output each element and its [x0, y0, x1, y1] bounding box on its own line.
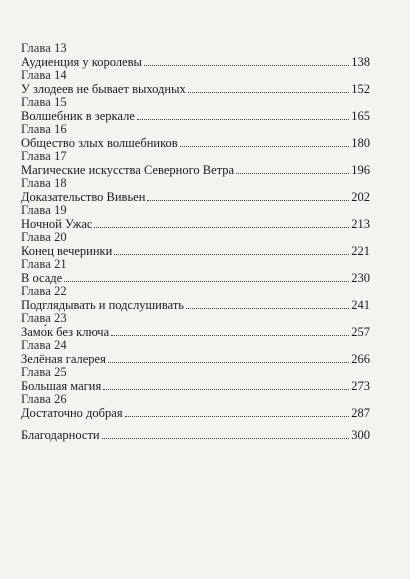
chapter-label: Глава 20 — [21, 230, 67, 244]
chapter-label: Глава 21 — [21, 257, 67, 271]
toc-line — [21, 136, 370, 150]
chapter-label: Глава 18 — [21, 176, 67, 190]
chapter-title: Магические искусства Северного Ветра — [21, 163, 235, 177]
toc-line — [21, 379, 370, 393]
chapter-title: Ночной Ужас — [21, 217, 93, 231]
page-number: 138 — [351, 55, 370, 69]
toc-line — [21, 271, 370, 285]
page-number: 202 — [351, 190, 370, 204]
chapter-label: Глава 26 — [21, 392, 67, 406]
acknowledgements-title: Благодарности — [21, 428, 100, 442]
page-number: 266 — [351, 352, 370, 366]
page-number: 196 — [351, 163, 370, 177]
dot-leader — [103, 389, 349, 390]
toc-entry-25 — [21, 366, 370, 393]
dot-leader — [186, 308, 349, 309]
toc-line — [21, 109, 370, 123]
toc-entry-15 — [21, 96, 370, 123]
toc-entry-19 — [21, 204, 370, 231]
page-number: 213 — [351, 217, 370, 231]
chapter-title: Зелёная галерея — [21, 352, 106, 366]
page-number: 180 — [351, 136, 370, 150]
chapter-title: Большая магия — [21, 379, 102, 393]
toc-line — [21, 325, 370, 339]
dot-leader — [111, 335, 349, 336]
toc-line — [21, 244, 370, 258]
dot-leader — [114, 254, 349, 255]
toc-entry-22 — [21, 285, 370, 312]
dot-leader — [125, 416, 350, 417]
chapter-label: Глава 13 — [21, 41, 67, 55]
toc-line — [21, 352, 370, 366]
chapter-title: У злодеев не бывает выходных — [21, 82, 186, 96]
chapter-title: Достаточно добрая — [21, 406, 123, 420]
toc-entry-26 — [21, 393, 370, 420]
dot-leader — [94, 227, 349, 228]
toc-line — [21, 217, 370, 231]
toc-entry-acknowledgements — [21, 428, 370, 455]
chapter-title: В осаде — [21, 271, 63, 285]
chapter-title: Замо́к без ключа — [21, 325, 110, 339]
chapter-label: Глава 16 — [21, 122, 67, 136]
chapter-label: Глава 15 — [21, 95, 67, 109]
chapter-title: Доказательство Вивьен — [21, 190, 146, 204]
toc-line — [21, 298, 370, 312]
chapter-title: Подглядывать и подслушивать — [21, 298, 184, 312]
dot-leader — [108, 362, 349, 363]
chapter-label: Глава 14 — [21, 68, 67, 82]
page-number: 257 — [351, 325, 370, 339]
page-number: 241 — [351, 298, 370, 312]
page-number: 152 — [351, 82, 370, 96]
page-number: 273 — [351, 379, 370, 393]
toc-entry-16 — [21, 123, 370, 150]
dot-leader — [236, 173, 349, 174]
dot-leader — [180, 146, 350, 147]
toc-line — [21, 55, 370, 69]
dot-leader — [147, 200, 349, 201]
chapter-label: Глава 25 — [21, 365, 67, 379]
toc-line — [21, 406, 370, 420]
dot-leader — [102, 438, 350, 439]
chapter-label: Глава 23 — [21, 311, 67, 325]
chapter-label: Глава 24 — [21, 338, 67, 352]
toc-line — [21, 82, 370, 96]
chapter-title: Аудиенция у королевы — [21, 55, 142, 69]
toc-entry-17 — [21, 150, 370, 177]
chapter-label: Глава 17 — [21, 149, 67, 163]
chapter-title: Конец вечеринки — [21, 244, 113, 258]
toc-entry-24 — [21, 339, 370, 366]
page-number: 287 — [351, 406, 370, 420]
page-number: 221 — [351, 244, 370, 258]
page-number: 165 — [351, 109, 370, 123]
toc-entry-23 — [21, 312, 370, 339]
toc-entry-20 — [21, 231, 370, 258]
page-number: 230 — [351, 271, 370, 285]
page-number: 300 — [351, 428, 370, 442]
toc-entry-21 — [21, 258, 370, 285]
dot-leader — [137, 119, 349, 120]
dot-leader — [64, 281, 349, 282]
toc-entry-18 — [21, 177, 370, 204]
toc-line — [21, 163, 370, 177]
dot-leader — [188, 92, 350, 93]
chapter-title: Волшебник в зеркале — [21, 109, 135, 123]
toc-entry-14 — [21, 69, 370, 96]
chapter-label: Глава 22 — [21, 284, 67, 298]
toc-line — [21, 428, 370, 442]
chapter-title: Общество злых волшебников — [21, 136, 178, 150]
toc-line — [21, 190, 370, 204]
chapter-label: Глава 19 — [21, 203, 67, 217]
toc-entry-13 — [21, 42, 370, 69]
dot-leader — [144, 65, 349, 66]
